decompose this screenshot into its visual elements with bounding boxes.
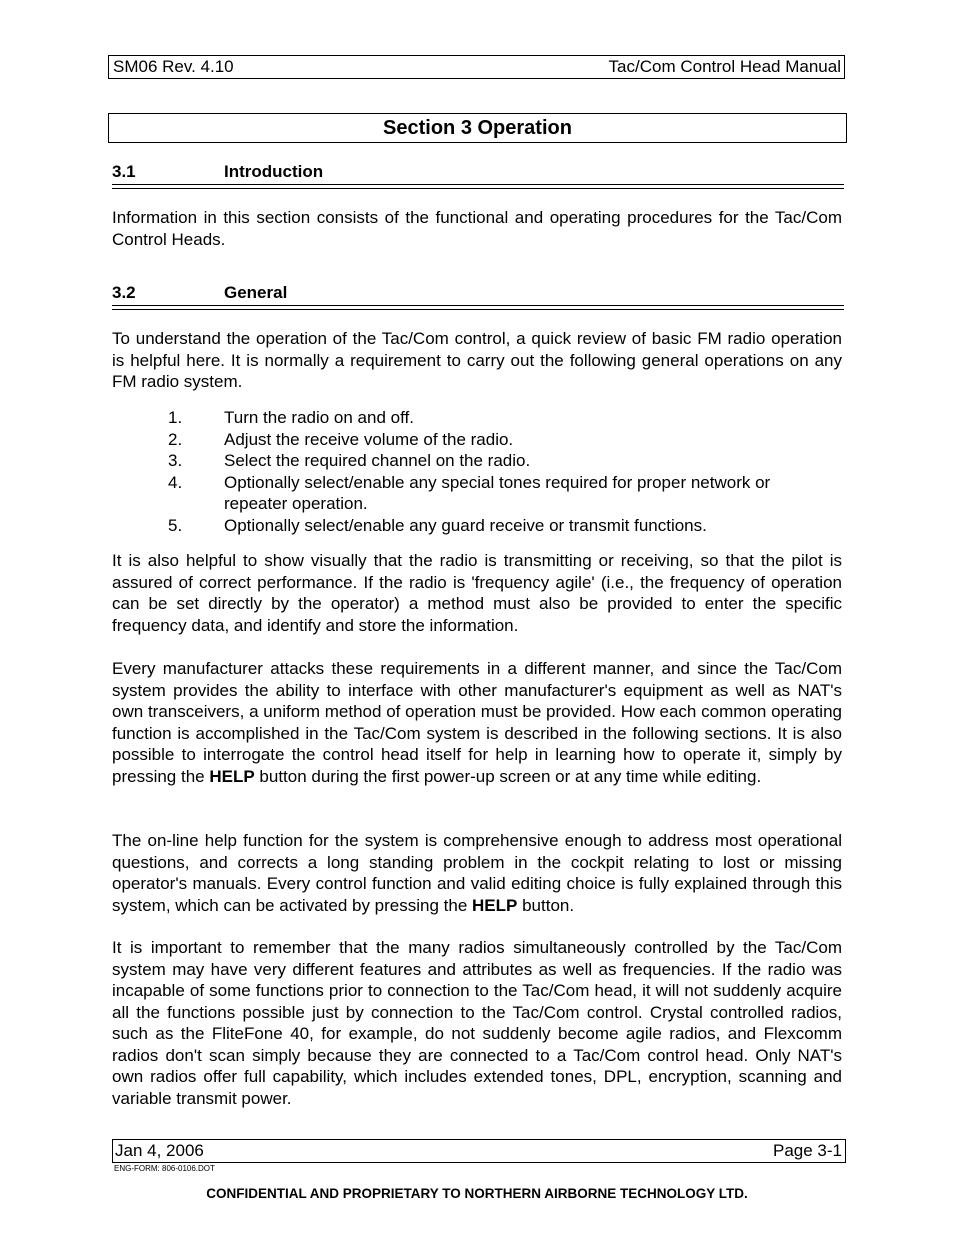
page-footer [112,1139,846,1163]
page-number: Page 3-1 [773,1141,842,1160]
heading-rule [112,184,844,189]
doc-revision: SM06 Rev. 4.10 [113,57,234,76]
page-header [108,55,845,79]
help-keyword: HELP [209,766,255,786]
subsection-title: General [224,283,288,302]
intro-paragraph: Information in this section consists of the functional and operating procedures for the Tac/Com Control Heads. [112,208,842,249]
list-item: 4. Optionally select/enable any special tones required for proper network or repeater operation. [168,472,771,513]
confidential-notice: CONFIDENTIAL AND PROPRIETARY TO NORTHERN AIRBORNE TECHNOLOGY LTD. [206,1186,748,1201]
general-paragraph: It is important to remember that the many radios simultaneously controlled by the Tac/Com system may have very different features and attributes as well as frequencies. If the radio was incapable of some functions prior to connection to the Tac/Com head, it will not suddenly acquire all the functions possible just by connection to the Tac/Com control. Crystal controlled radios, such as the FliteFone 40, for example, do not suddenly become agile radios, and Flexcomm radios don't scan simply because they are connected to a Tac/Com control head. Only NAT's own radios offer full capability, which includes extended tones, DPL, encryption, scanning and variable transmit power. [112,938,842,1108]
heading-rule [112,305,844,310]
operations-list [112,407,844,536]
section-title: Section 3 Operation [108,113,847,143]
list-item: 5. Optionally select/enable any guard receive or transmit functions. [168,515,707,535]
subsection-title: Introduction [224,162,324,181]
form-code: ENG-FORM: 806-0106.DOT [114,1164,215,1173]
doc-title: Tac/Com Control Head Manual [608,57,841,76]
subsection-number: 3.2 [112,283,136,302]
list-item: 3. Select the required channel on the radio. [168,451,531,470]
list-item: 2. Adjust the receive volume of the radio. [168,429,514,449]
general-paragraph: To understand the operation of the Tac/Com control, a quick review of basic FM radio operation is helpful here. It is normally a requirement to carry out the following general operations on any FM radio system. [112,329,842,391]
help-keyword: HELP [472,895,518,915]
subsection-number: 3.1 [112,162,136,181]
general-paragraph: It is also helpful to show visually that the radio is transmitting or receiving, so that the pilot is assured of correct performance. If the radio is 'frequency agile' (i.e., the frequency of operation can be set directly by the operator) a method must also be provided to enter the specific frequency data, and identify and store the information. [112,551,842,635]
list-item: 1. Turn the radio on and off. [168,408,414,427]
general-paragraph: The on-line help function for the system is comprehensive enough to address most operational questions, and corrects a long standing problem in the cockpit relating to lost or missing operator's manuals. Every control function and valid editing choice is fully explained through this system, which can be activated by pressing the HELP button. [112,831,842,915]
footer-date: Jan 4, 2006 [115,1141,204,1160]
subsection-heading-intro [112,162,844,182]
general-paragraph: Every manufacturer attacks these requirements in a different manner, and since the Tac/Com system provides the ability to interface with other manufacturer's equipment as well as NAT's own transceivers, a uniform method of operation must be provided. How each common operating function is accomplished in the Tac/Com system is described in the following sections. It is also possible to interrogate the control head itself for help in learning how to operate it, simply by pressing the HELP button during the first power-up screen or at any time while editing. [112,659,842,786]
subsection-heading-general [112,283,844,303]
